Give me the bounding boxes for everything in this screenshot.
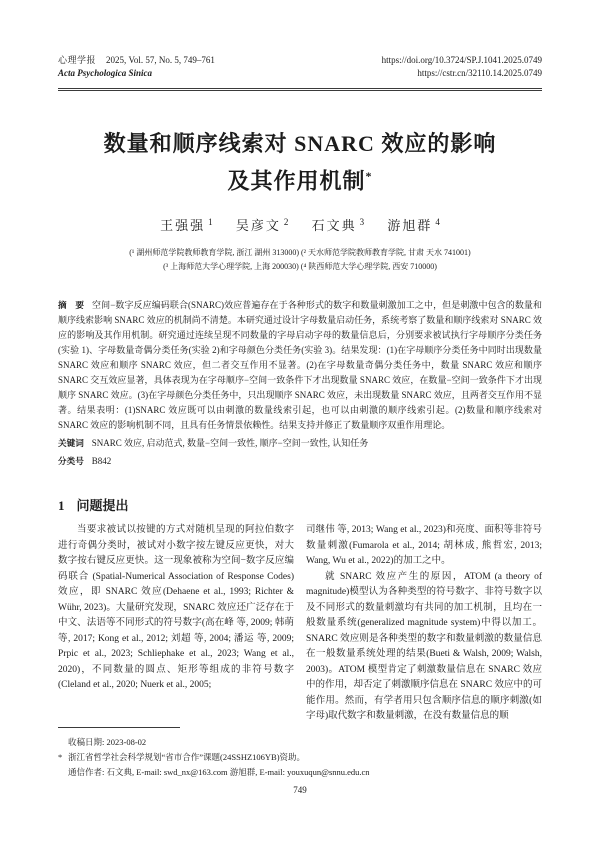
journal-header bbox=[58, 54, 542, 80]
section-number: 1 bbox=[58, 498, 65, 514]
author-affiliation-sup: 1 bbox=[208, 217, 213, 227]
author-list bbox=[58, 215, 542, 234]
received-date: 收稿日期: 2023-08-02 bbox=[68, 737, 147, 747]
funding-marker: * bbox=[58, 752, 63, 762]
author: 王强强 $^1$ bbox=[160, 217, 213, 234]
body-columns bbox=[58, 523, 542, 725]
keywords-label: 关键词 bbox=[58, 438, 84, 449]
classification-label: 分类号 bbox=[58, 456, 84, 467]
title-line-1: 数量和顺序线索对 SNARC 效应的影响 bbox=[103, 131, 497, 156]
correspondence-note: 通信作者: 石文典, E-mail: swd_nx@163.com 游旭群, E-mail: youxuqun@snnu.edu.cn bbox=[68, 767, 370, 777]
paragraph: 就 SNARC 效应产生的原因，ATOM (a theory of magnitude)模型认为各种类型的符号数字、非符号数字以及不同形式的数量刺激均有共同的加工机制，且均在一般数量系统(generalized magnitude system)中得以加工。SNARC 效应则是各种类型的数字和数量刺激的数量信息在一般数量系统处理的结果(Bueti & Walsh, 2009; Walsh, 2003)。ATOM 模型肯定了刺激数量信息在 SNARC 效应中的作用，却否定了刺激顺序信息在 SNARC 效应中的可能作用。然而，有学者用只包含顺序信息的顺序刺激(如字母)取代数字和数量刺激，在没有数量信息的顺 bbox=[306, 571, 542, 722]
author: 石文典 $^3$ bbox=[311, 217, 365, 234]
abstract bbox=[58, 298, 542, 433]
author: 吴彦文 $^2$ bbox=[235, 217, 289, 234]
abstract-label: 摘 要 bbox=[58, 300, 85, 311]
right-column bbox=[306, 523, 542, 725]
author-affiliation-sup: 4 bbox=[435, 217, 440, 227]
page-number: 749 bbox=[293, 785, 307, 795]
abstract-text: 空间−数字反应编码联合(SNARC)效应普遍存在于各种形式的数字和数量刺激加工之中，但是刺激中包含的数量和顺序线索影响 SNARC 效应的机制尚不清楚。本研究通过设计字母数量启动任务，系统考察了数量和顺序线索对 SNARC 效应的影响及其作用机制。研究通过连续呈现不同数量的字母启动字母的数量信息后，分别要求被试执行字母顺序分类任务(实验 1)、字母数量奇偶分类任务(实验 2)和字母颜色分类任务(实验 3)。结果发现：(1)在字母顺序分类任务中同时出现数量 SNARC 效应和顺序 SNARC 效应，但二者交互作用不显著。(2)在字母数量奇偶分类任务中，数量 SNARC 效应和顺序 SNARC 交互效应显著，具体表现为在字母顺序−空间一致条件下才出现数量 SNARC 效应，在数量−空间一致条件下才出现顺序 SNARC 效应。(3)在字母颜色分类任务中，只出现顺序 SNARC 效应，未出现数量 SNARC 效应，且两者交互作用不显著。结果表明：(1)SNARC 效应既可以由刺激的数量线索引起，也可以由刺激的顺序线索引起。(2)数量和顺序线索对 SNARC 效应的影响机制不同，且具有任务情景依赖性。结果支持并修正了数量顺序双重作用理论。 bbox=[58, 300, 542, 431]
funding-text: 浙江省哲学社会科学规划“省市合作”课题(24SSHZ106YB)资助。 bbox=[68, 752, 306, 762]
paragraph: 司继伟 等, 2013; Wang et al., 2023)和亮度、面积等非符号数量刺激(Fumarola et al., 2014; 胡林成, 熊哲宏, 2013; Wang, Wu et al., 2022)的加工之中。 bbox=[306, 525, 542, 567]
section-title: 问题提出 bbox=[76, 498, 129, 514]
journal-identity bbox=[58, 54, 215, 80]
journal-name-en: Acta Psychologica Sinica bbox=[58, 68, 152, 78]
footnote-block bbox=[58, 727, 542, 798]
classification-line bbox=[58, 454, 542, 469]
title-line-2: 及其作用机制 bbox=[227, 168, 366, 194]
footnote-rule bbox=[58, 727, 180, 728]
cstr-link[interactable]: https://cstr.cn/32110.14.2025.0749 bbox=[417, 68, 542, 78]
journal-issue-info: 2025, Vol. 57, No. 5, 749–761 bbox=[106, 55, 215, 65]
affiliation-line: (¹ 湖州师范学院教师教育学院, 浙江 湖州 313000) (² 天水师范学院教师教育学院, 甘肃 天水 741001) bbox=[129, 248, 471, 258]
author-affiliation-sup: 3 bbox=[359, 217, 365, 227]
classification-value: B842 bbox=[91, 456, 112, 467]
doi-link[interactable]: https://doi.org/10.3724/SP.J.1041.2025.0749 bbox=[381, 55, 542, 65]
affiliation-line: (³ 上海师范大学心理学院, 上海 200030) (⁴ 陕西师范大学心理学院, 西安 710000) bbox=[163, 262, 437, 272]
affiliations bbox=[58, 246, 542, 274]
paper-title bbox=[58, 127, 542, 197]
journal-name-zh: 心理学报 bbox=[58, 55, 97, 65]
section-heading bbox=[58, 495, 542, 514]
keywords-text: SNARC 效应, 启动范式, 数量−空间一致性, 顺序−空间一致性, 认知任务 bbox=[91, 438, 369, 449]
title-footnote-marker: * bbox=[365, 169, 373, 183]
paragraph: 当要求被试以按键的方式对随机呈现的阿拉伯数字进行奇偶分类时，被试对小数字按左键反应更快，对大数字按右键反应更快。这一现象被称为空间−数字反应编码联合 (Spatial-Numerical Association of Response Codes)效应，即 SNARC 效应(Dehaene et al., 1993; Richter & Wühr, 2023)。大量研究发现，SNARC 效应还广泛存在于中文、法语等不同形式的符号数字(高在峰 等, 2009; 韩萌 等, 2017; Kong et al., 2012; 刘超 等, 2004; 潘运 等, 2009; Prpic et al., 2023; Schliephake et al., 2023; Wang et al., 2020)，不同数量的圆点、矩形等组成的非符号数字(Cleland et al., 2020; Nuerk et al., 2005; bbox=[58, 525, 294, 691]
header-rule bbox=[58, 88, 542, 91]
author-affiliation-sup: 2 bbox=[283, 217, 289, 227]
keywords-line bbox=[58, 436, 542, 451]
author: 游旭群 $^4$ bbox=[387, 217, 440, 234]
funding-note bbox=[58, 750, 542, 765]
doi-block bbox=[382, 54, 542, 80]
left-column bbox=[58, 523, 294, 725]
